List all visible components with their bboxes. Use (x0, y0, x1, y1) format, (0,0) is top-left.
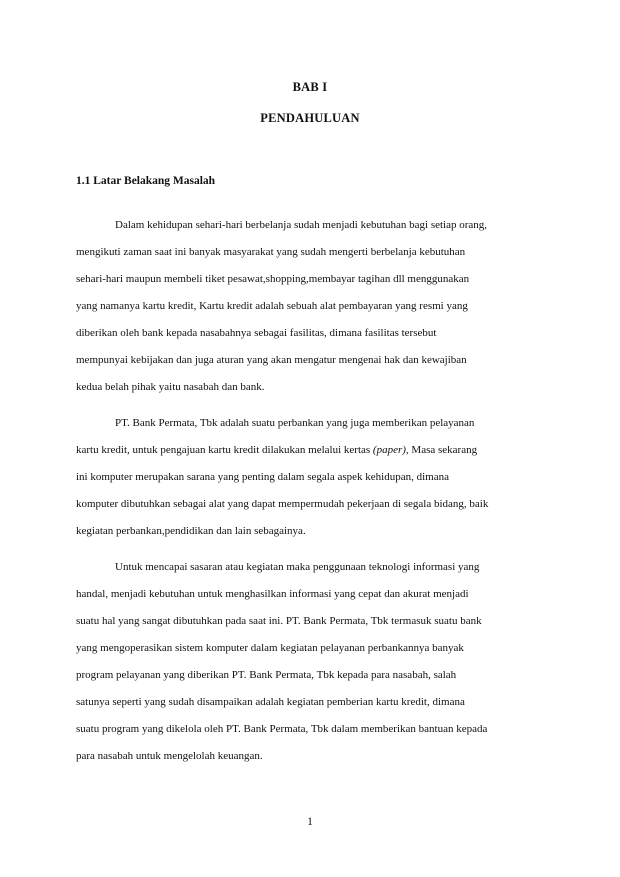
body-line: handal, menjadi kebutuhan untuk menghasilkan informasi yang cepat dan akurat menjadi (76, 588, 469, 600)
chapter-title: PENDAHULUAN (260, 111, 360, 125)
body-line: diberikan oleh bank kepada nasabahnya sebagai fasilitas, dimana fasilitas tersebut (76, 327, 437, 339)
body-line: ini komputer merupakan sarana yang penting dalam segala aspek kehidupan, dimana (76, 471, 449, 483)
body-line: PT. Bank Permata, Tbk adalah suatu perbankan yang juga memberikan pelayanan (115, 417, 475, 429)
page-number: 1 (307, 816, 313, 828)
body-line: mempunyai kebijakan dan juga aturan yang akan mengatur mengenai hak dan kewajiban (76, 354, 467, 366)
section-heading: 1.1 Latar Belakang Masalah (76, 175, 216, 187)
body-line: para nasabah untuk mengelolah keuangan. (76, 750, 263, 762)
body-line: satunya seperti yang sudah disampaikan adalah kegiatan pemberian kartu kredit, dimana (76, 696, 465, 708)
body-line: yang namanya kartu kredit, Kartu kredit adalah sebuah alat pembayaran yang resmi yang (76, 300, 468, 312)
body-line: suatu program yang dikelola oleh PT. Bank Permata, Tbk dalam memberikan bantuan kepada (76, 723, 488, 735)
line-text: kartu kredit, untuk pengajuan kartu kredit dilakukan melalui kertas (76, 444, 373, 456)
chapter-number: BAB I (292, 80, 328, 94)
italic-term: (paper), (372, 444, 409, 456)
body-line: sehari-hari maupun membeli tiket pesawat,shopping,membayar tagihan dll menggunakan (76, 273, 470, 285)
body-line: Dalam kehidupan sehari-hari berbelanja sudah menjadi kebutuhan bagi setiap orang, (115, 219, 488, 231)
body-line: kedua belah pihak yaitu nasabah dan bank. (76, 381, 265, 393)
body-line: Untuk mencapai sasaran atau kegiatan maka penggunaan teknologi informasi yang (115, 561, 480, 573)
line-text: Masa sekarang (408, 444, 478, 456)
body-line: program pelayanan yang diberikan PT. Bank Permata, Tbk kepada para nasabah, salah (76, 669, 457, 681)
body-line: mengikuti zaman saat ini banyak masyarakat yang sudah mengerti berbelanja kebutuhan (76, 246, 466, 258)
body-line: suatu hal yang sangat dibutuhkan pada saat ini. PT. Bank Permata, Tbk termasuk suatu bank (76, 615, 482, 627)
body-line: kegiatan perbankan,pendidikan dan lain sebagainya. (76, 525, 306, 537)
body-line-with-italic (76, 443, 477, 457)
body-line: yang mengoperasikan sistem komputer dalam kegiatan pelayanan perbankannya banyak (76, 642, 464, 654)
body-line: komputer dibutuhkan sebagai alat yang dapat mempermudah pekerjaan di segala bidang, baik (76, 498, 489, 510)
